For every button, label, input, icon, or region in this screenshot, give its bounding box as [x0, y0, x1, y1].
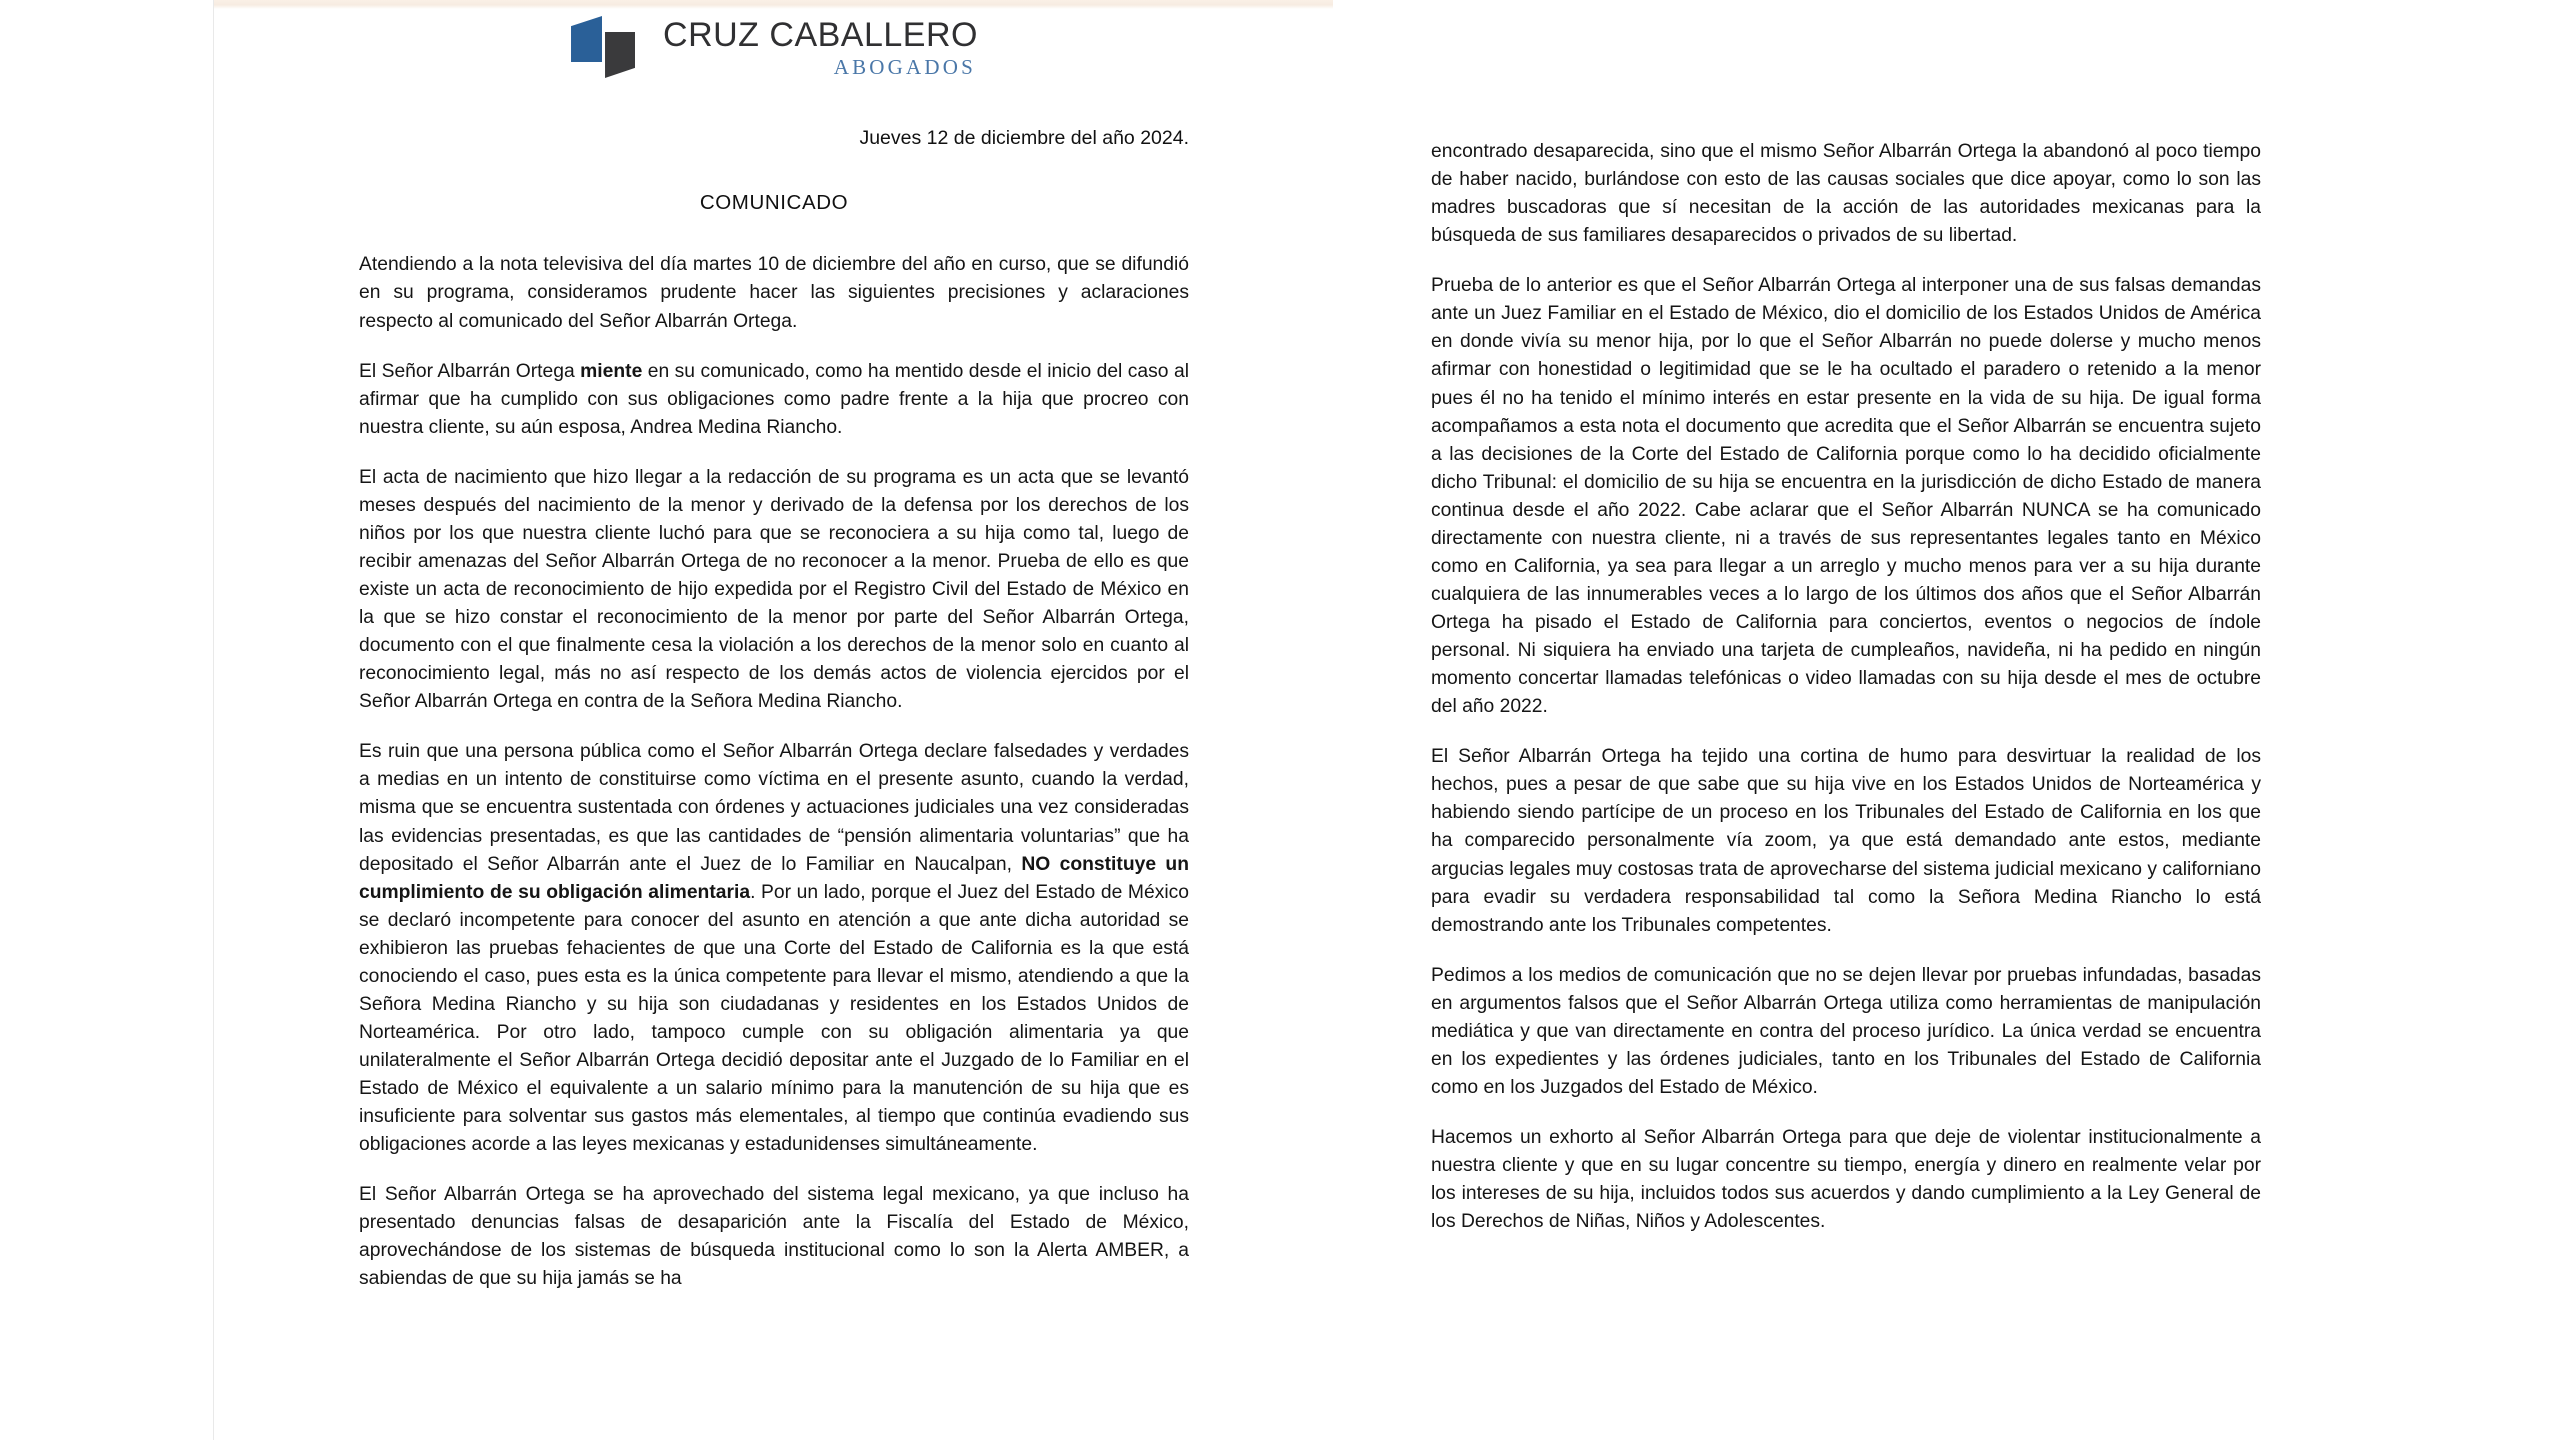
firm-name: CRUZ CABALLERO	[663, 16, 978, 54]
paragraph: Pedimos a los medios de comunicación que no se dejen llevar por pruebas infundadas, basadas en argumentos falsos que el Señor Albarrán Ortega utiliza como herramientas de manipulación mediática y que van directamente en contra del proceso jurídico. La única verdad se encuentra en los expedientes y las órdenes judiciales, tanto en los Tribunales del Estado de California como en los Juzgados del Estado de México.	[1431, 964, 2261, 1098]
document-title: COMUNICADO	[699, 190, 849, 214]
paragraph-text-part: Es ruin que una persona pública como el Señor Albarrán Ortega declare falsedades y verdades a medias en un intento de constituirse como víctima en el presente asunto, cuando la verdad, misma que se encuentra sustentada con órdenes y actuaciones judiciales una vez consideradas las evidencias presentadas, es que las cantidades de “pensión alimentaria voluntarias” que ha depositado el Señor Albarrán ante el Juez de lo Familiar en Naucalpan,	[359, 741, 1189, 875]
paragraph: Atendiendo a la nota televisiva del día martes 10 de diciembre del año en curso, que se difundió en su programa, consideramos prudente hacer las siguientes precisiones y aclaraciones respecto al comunicado del Señor Albarrán Ortega.	[359, 254, 1189, 332]
right-column	[1431, 138, 2261, 1236]
paragraph: Hacemos un exhorto al Señor Albarrán Ortega para que deje de violentar institucionalmente a nuestra cliente y que en su lugar concentre su tiempo, energía y dinero en realmente velar por los intereses de su hija, incluidos todos sus acuerdos y dando cumplimiento a la Ley General de los Derechos de Niñas, Niños y Adolescentes.	[1431, 1127, 2261, 1233]
page-1-body	[214, 0, 1333, 1440]
document-page-2	[1386, 0, 2506, 1440]
paragraph: El Señor Albarrán Ortega ha tejido una cortina de humo para desvirtuar la realidad de los hechos, pues a pesar de que sabe que su hija vive en los Estados Unidos de Norteamérica y habiendo siendo partícipe de un proceso en los Tribunales del Estado de California en los que ha comparecido personalmente vía zoom, ya que está demandado ante estos, mediante argucias legales muy costosas trata de aprovecharse del sistema judicial mexicano y californiano para evadir su verdadera responsabilidad tal como la Señora Medina Riancho lo está demostrando ante los Tribunales competentes.	[1431, 746, 2261, 936]
paragraph: El acta de nacimiento que hizo llegar a la redacción de su programa es un acta que se levantó meses después del nacimiento de la menor y derivado de la defensa por los derechos de los niños por los que nuestra cliente luchó para que se reconociera a su hija como tal, luego de recibir amenazas del Señor Albarrán Ortega de no reconocer a la menor. Prueba de ello es que existe un acta de reconocimiento de hijo expedida por el Registro Civil del Estado de México en la que se hizo constar el reconocimiento de la menor por parte del Señor Albarrán Ortega, documento con el que finalmente cesa la violación a los derechos de la menor solo en cuanto al reconocimiento legal, más no así respecto de los demás actos de violencia ejercidos por el Señor Albarrán Ortega en contra de la Señora Medina Riancho.	[359, 466, 1189, 713]
document-page-1	[213, 0, 1333, 1440]
firm-tagline: ABOGADOS	[833, 55, 976, 79]
paragraph-text-part: en su comunicado, como ha mentido desde el inicio del caso al afirmar que ha cumplido con sus obligaciones como padre frente a la hija que procreo con nuestra cliente, su aún esposa, Andrea Medina Riancho.	[359, 360, 1189, 438]
paragraph	[359, 738, 1189, 1159]
paragraph-text-part: El Señor Albarrán Ortega	[359, 360, 581, 382]
paragraph: El Señor Albarrán Ortega se ha aprovechado del sistema legal mexicano, ya que incluso ha presentado denuncias falsas de desaparición ante la Fiscalía del Estado de México, aprovechándose de los sistemas de búsqueda institucional como lo son la Alerta AMBER, a sabiendas de que su hija jamás se ha	[359, 1184, 1189, 1290]
paragraph	[359, 358, 1189, 442]
document-date: Jueves 12 de diciembre del año 2024.	[859, 127, 1189, 149]
paragraph: Prueba de lo anterior es que el Señor Albarrán Ortega al interponer una de sus falsas demandas ante un Juez Familiar en el Estado de México, dio el domicilio de los Estados Unidos de América en donde vivía su menor hija, por lo que el Señor Albarrán no puede dolerse y mucho menos afirmar con honestidad o legitimidad que se le ha ocultado el paradero o retenido a la menor pues él no ha tenido el mínimo interés en estar presente en la vida de su hija. De igual forma acompañamos a esta nota el documento que acredita que el Señor Albarrán se encuentra sujeto a las decisiones de la Corte del Estado de California porque como lo ha decidido oficialmente dicho Tribunal: el domicilio de su hija se encuentra en la jurisdicción de dicho Estado de manera continua desde el año 2022. Cabe aclarar que el Señor Albarrán NUNCA se ha comunicado directamente con nuestra cliente, ni a través de sus representantes legales tanto en México como en California, ya sea para llegar a un arreglo y mucho menos para ver a su hija durante cualquiera de las innumerables veces a lo largo de los últimos dos años que el Señor Albarrán Ortega ha pisado el Estado de California para conciertos, eventos o negocios de índole personal. Ni siquiera ha enviado una tarjeta de cumpleaños, navideña, ni ha pedido en ningún momento concertar llamadas telefónicas o video llamadas con su hija desde el mes de octubre del año 2022.	[1431, 275, 2261, 718]
page-2-body	[1386, 0, 2506, 1440]
left-column	[359, 125, 1189, 1294]
paragraph: encontrado desaparecida, sino que el mismo Señor Albarrán Ortega la abandonó al poco tiempo de haber nacido, burlándose con esto de las causas sociales que dice apoyar, como lo son las madres buscadoras que sí necesitan de la acción de las autoridades mexicanas para la búsqueda de sus familiares desaparecidos o privados de su libertad.	[1431, 141, 2261, 247]
paragraph-emphasis: miente	[580, 360, 643, 382]
paragraph-text-part: . Por un lado, porque el Juez del Estado de México se declaró incompetente para conocer del asunto en atención a que ante dicha autoridad se exhibieron las pruebas fehacientes de que una Corte del Estado de California es la que está conociendo el caso, pues esta es la única competente para llevar el mismo, atendiendo a que la Señora Medina Riancho y su hija son ciudadanas y residentes en los Estados Unidos de Norteamérica. Por otro lado, tampoco cumple con su obligación alimentaria ya que unilateralmente el Señor Albarrán Ortega decidió depositar ante el Juzgado de lo Familiar en el Estado de México el equivalente a un salario mínimo para la manutención de su hija que es insuficiente para solventar sus gastos más elementales, al tiempo que continúa evadiendo sus obligaciones acorde a las leyes mexicanas y estadunidenses simultáneamente.	[359, 881, 1189, 1156]
paragraph-emphasis: NO constituye un cumplimiento de su obligación alimentaria	[359, 853, 1189, 903]
